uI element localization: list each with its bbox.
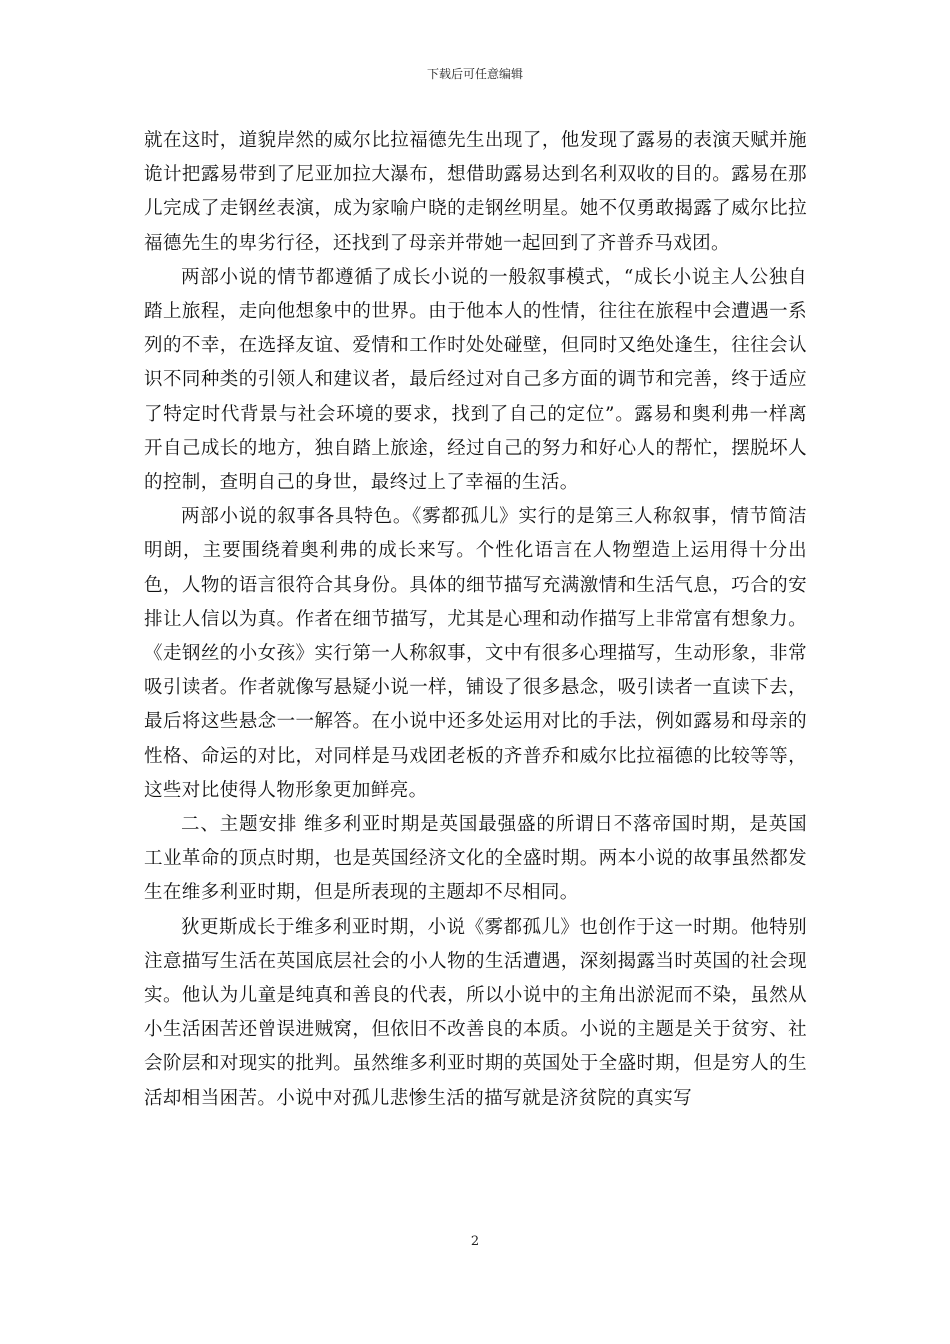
page-number: 2 [470,1234,480,1249]
page-header: 下载后可任意编辑 [426,67,523,81]
paragraph-3: 两部小说的叙事各具特色。《雾都孤儿》实行的是第三人称叙事，情节简洁明朗，主要围绕着奥利弗的成长来写。个性化语言在人物塑造上运用得十分出色，人物的语言很符合其身份。具体的细节描写充满激情和生活气息，巧合的安排让人信以为真。作者在细节描写，尤其是心理和动作描写上非常富有想象力。《走钢丝的小女孩》实行第一人称叙事，文中有很多心理描写，生动形象，非常吸引读者。作者就像写悬疑小说一样，铺设了很多悬念，吸引读者一直读下去，最后将这些悬念一一解答。在小说中还多处运用对比的手法，例如露易和母亲的性格、命运的对比，对同样是马戏团老板的齐普乔和威尔比拉福德的比较等等，这些对比使得人物形象更加鲜亮。 [144,506,807,801]
paragraph-4: 二、主题安排 维多利亚时期是英国最强盛的所谓日不落帝国时期，是英国工业革命的顶点时期，也是英国经济文化的全盛时期。两本小说的故事虽然都发生在维多利亚时期，但是所表现的主题却不尽相同。 [144,814,807,904]
document-body [144,124,807,1116]
paragraph-1: 就在这时，道貌岸然的威尔比拉福德先生出现了，他发现了露易的表演天赋并施诡计把露易带到了尼亚加拉大瀑布，想借助露易达到名利双收的目的。露易在那儿完成了走钢丝表演，成为家喻户晓的走钢丝明星。她不仅勇敢揭露了威尔比拉福德先生的卑劣行径，还找到了母亲并带她一起回到了齐普乔马戏团。 [144,130,807,254]
paragraph-2: 两部小说的情节都遵循了成长小说的一般叙事模式，“成长小说主人公独自踏上旅程，走向他想象中的世界。由于他本人的性情，往往在旅程中会遭遇一系列的不幸，在选择友谊、爱情和工作时处处碰壁，但同时又绝处逢生，往往会认识不同种类的引领人和建议者，最后经过对自己多方面的调节和完善，终于适应了特定时代背景与社会环境的要求，找到了自己的定位”。露易和奥利弗一样离开自己成长的地方，独自踏上旅途，经过自己的努力和好心人的帮忙，摆脱坏人的控制，查明自己的身世，最终过上了幸福的生活。 [144,266,807,494]
paragraph-5: 狄更斯成长于维多利亚时期，小说《雾都孤儿》也创作于这一时期。他特别注意描写生活在英国底层社会的小人物的生活遭遇，深刻揭露当时英国的社会现实。他认为儿童是纯真和善良的代表，所以小说中的主角出淤泥而不染，虽然从小生活困苦还曾误进贼窝，但依旧不改善良的本质。小说的主题是关于贫穷、社会阶层和对现实的批判。虽然维多利亚时期的英国处于全盛时期，但是穷人的生活却相当困苦。小说中对孤儿悲惨生活的描写就是济贫院的真实写 [144,916,807,1109]
